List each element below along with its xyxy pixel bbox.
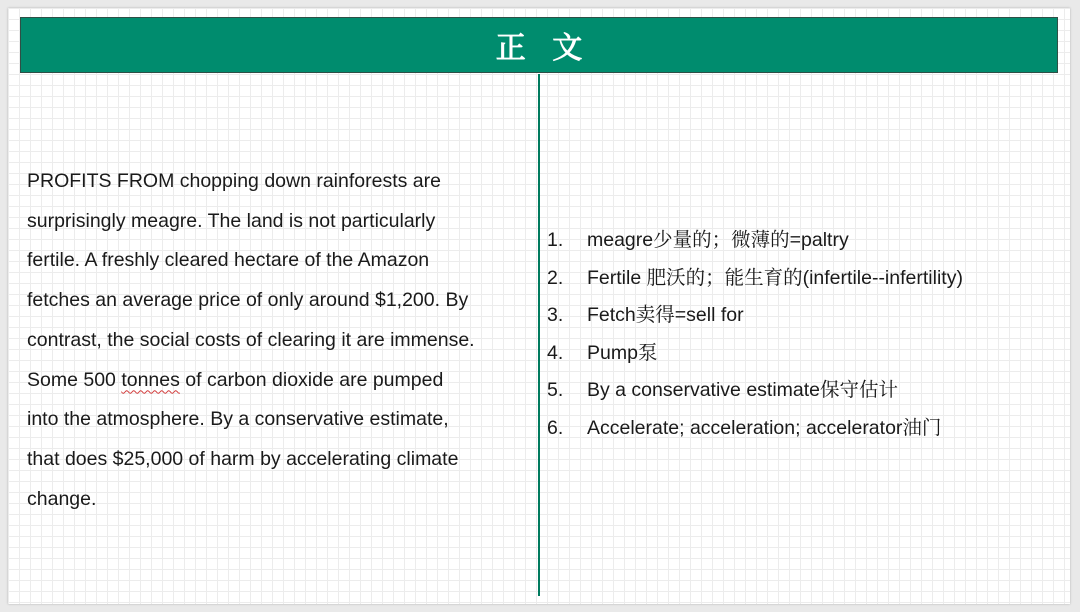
passage-line: that does $25,000 of harm by accelerating climate [27,447,459,470]
passage-text [27,162,539,519]
slide-title: 正 文 [495,31,591,66]
passage-line: change. [27,487,97,510]
passage-line [27,361,539,401]
vocab-number: 3. [547,304,564,327]
vocab-item [547,222,963,260]
vocab-number: 6. [547,416,564,439]
passage-line: PROFITS FROM chopping down rainforests are [27,170,441,192]
passage-fragment: Some 500 [27,368,122,391]
vocab-text: meagre少量的；微薄的=paltry [587,229,849,251]
vocab-number: 2. [547,266,564,289]
vocab-item [547,297,963,335]
passage-line: fetches an average price of only around $1,200. By [27,289,469,312]
vocab-number: 1. [547,229,564,251]
vocab-item [547,410,963,448]
vocab-item [547,335,963,373]
vocab-number: 4. [547,341,564,364]
vocab-item [547,260,963,298]
slide [8,8,1070,604]
spellcheck-underlined-word: tonnes [121,368,180,391]
vocab-list [547,222,963,448]
passage-line: contrast, the social costs of clearing it are immense. [27,328,475,351]
passage-fragment: of carbon dioxide are pumped [179,368,444,391]
vocab-text: By a conservative estimate保守估计 [587,379,899,402]
vocab-number: 5. [547,379,564,402]
vocab-text: Pump泵 [587,341,658,364]
vocab-item [547,372,963,410]
passage-line: fertile. A freshly cleared hectare of the Amazon [27,249,430,272]
vocab-text: Fertile 肥沃的；能生育的(infertile--infertility) [587,266,963,289]
vocab-text: Fetch卖得=sell for [587,304,744,327]
passage-line: into the atmosphere. By a conservative estimate, [27,408,449,431]
vocab-text: Accelerate; acceleration; accelerator油门 [587,416,942,439]
title-bar [20,17,1058,73]
passage-line: surprisingly meagre. The land is not particularly [27,209,436,232]
